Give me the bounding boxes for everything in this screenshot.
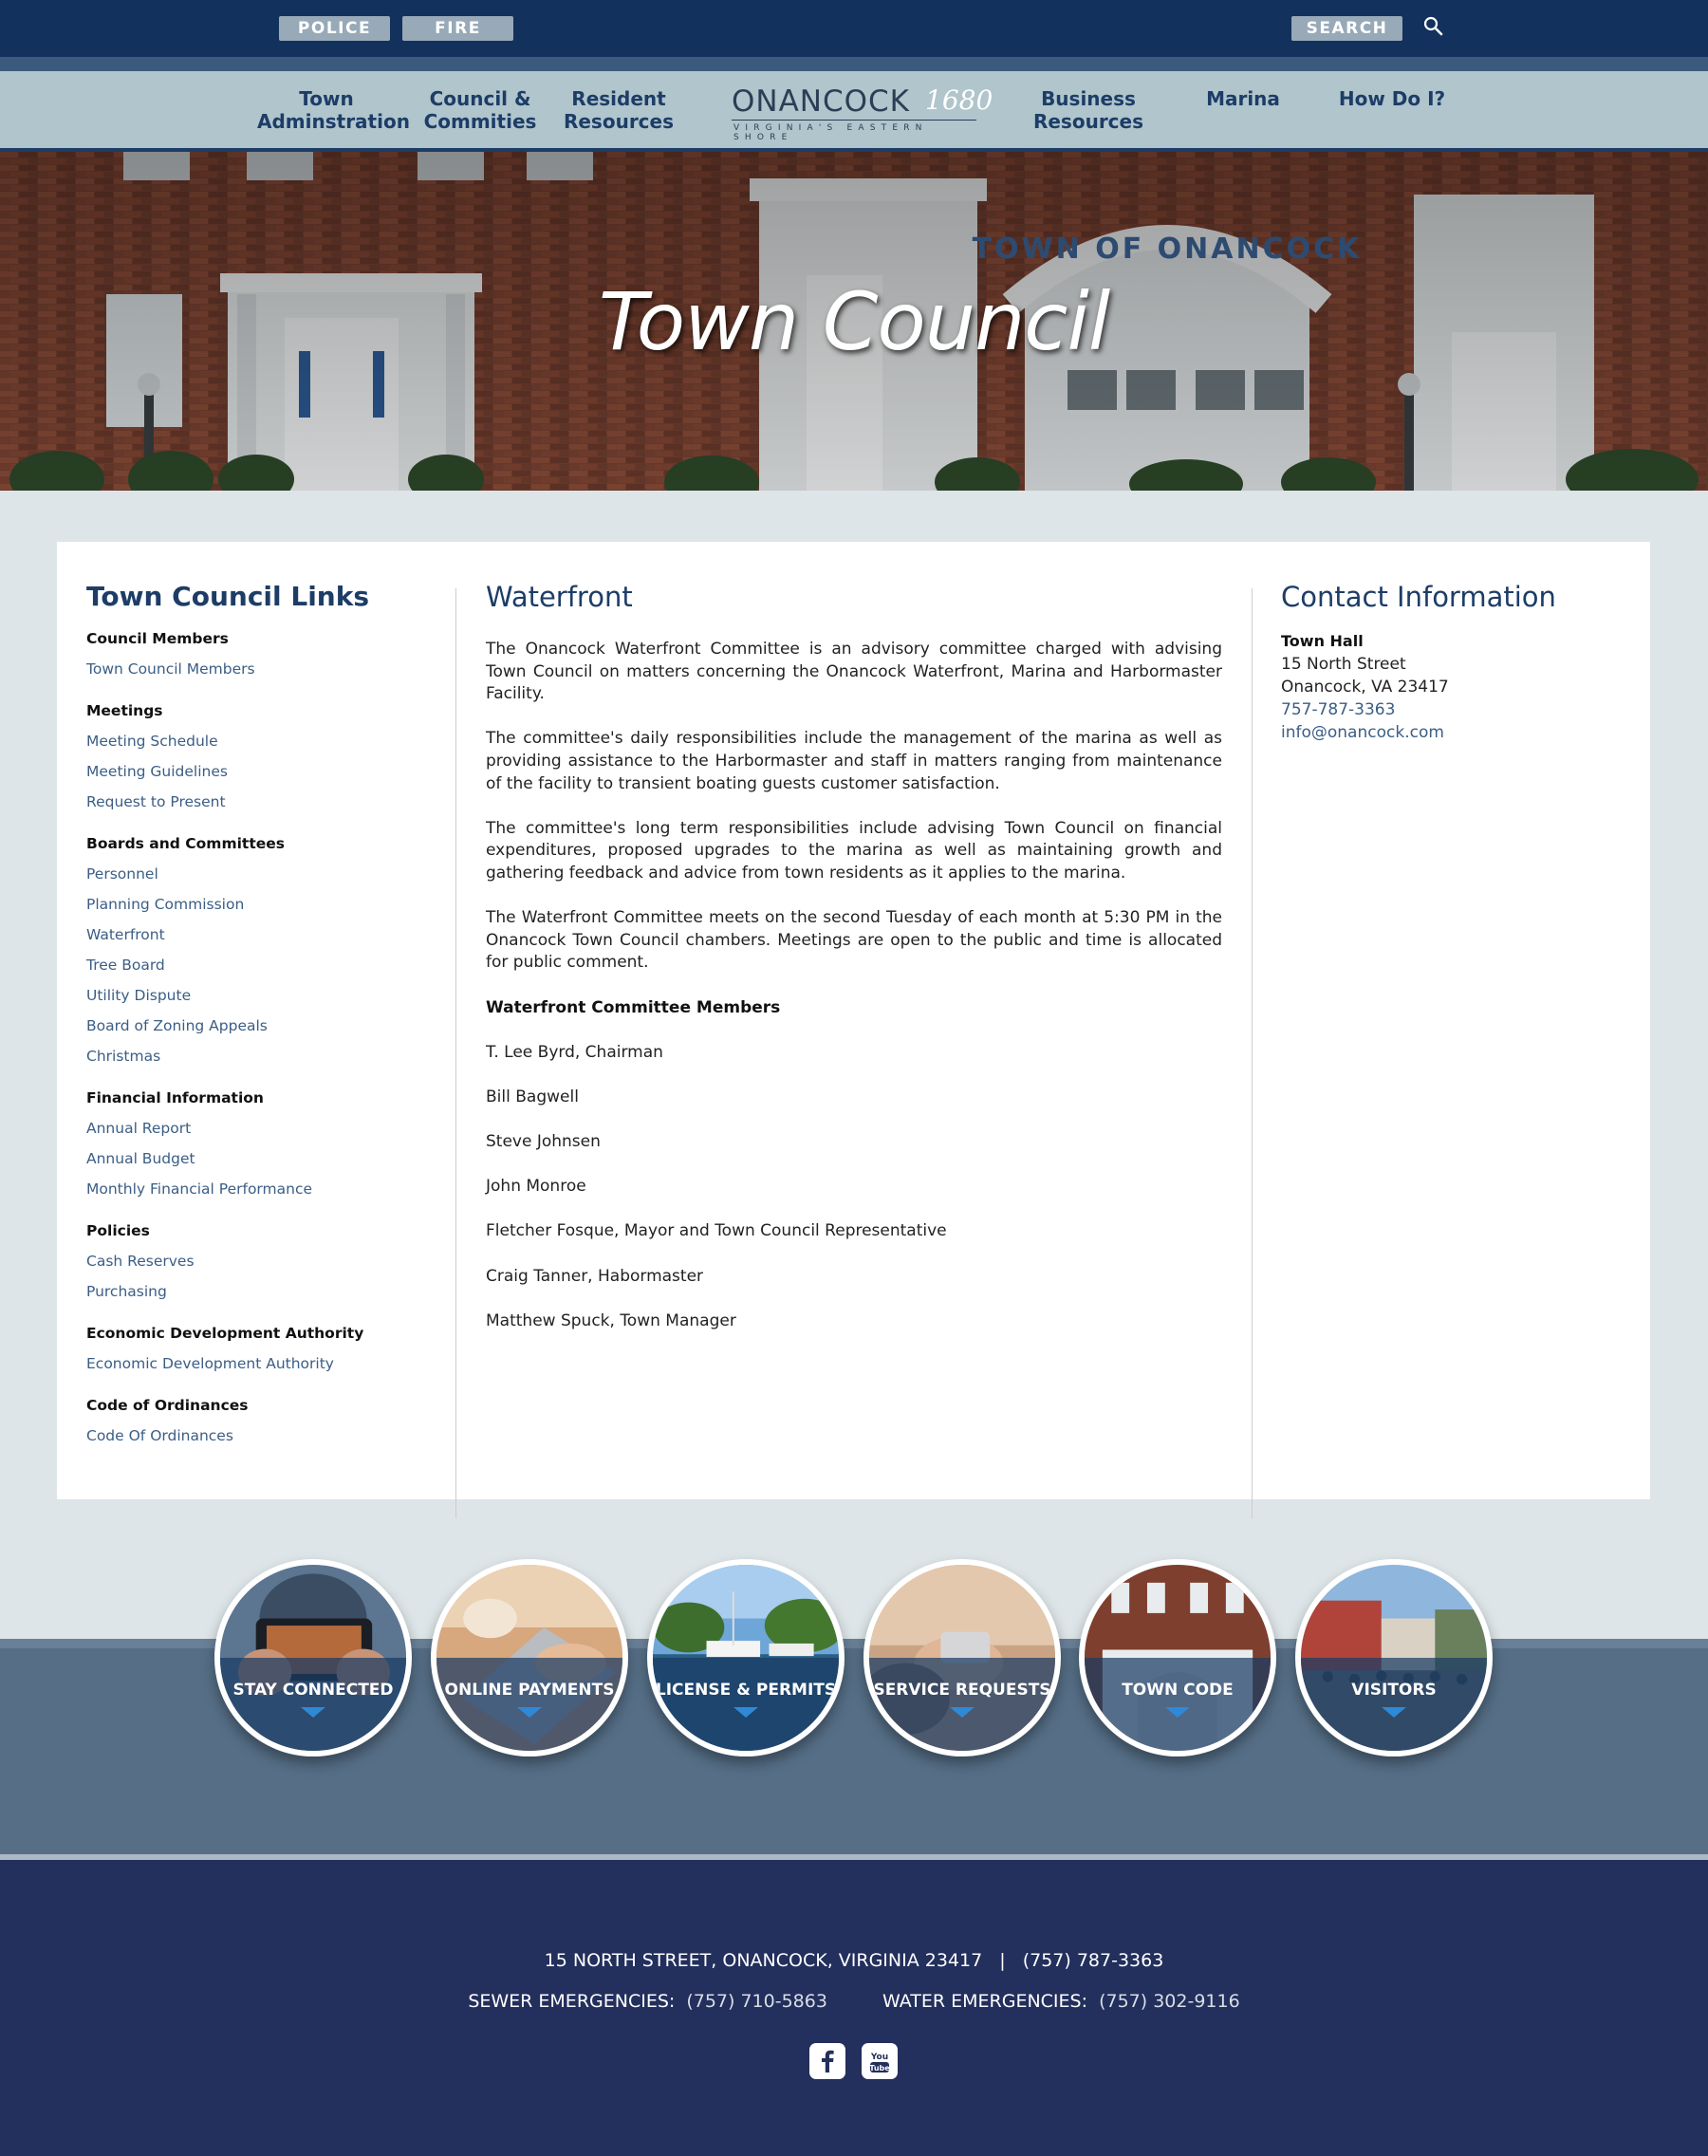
fire-button[interactable]: FIRE: [402, 16, 513, 41]
nav-council-commities[interactable]: [420, 87, 540, 133]
member-item: Craig Tanner, Habormaster: [486, 1266, 704, 1286]
contact-city: Onancock, VA 23417: [1281, 678, 1449, 697]
town-code-button[interactable]: [1079, 1559, 1276, 1756]
sidebar-section-heading: Code of Ordinances: [86, 1397, 249, 1414]
member-item: Steve Johnsen: [486, 1132, 601, 1152]
sidebar-link[interactable]: Monthly Financial Performance: [86, 1180, 313, 1198]
license-permits-button[interactable]: [647, 1559, 845, 1756]
chevron-down-icon: [1382, 1707, 1406, 1718]
sidebar: [86, 581, 447, 1451]
paragraph: The Onancock Waterfront Committee is an advisory committee charged with advising Town Council on matters concerning the Onancock Waterfront, Marina and Harbormaster Facility.: [486, 640, 1222, 704]
member-item: Fletcher Fosque, Mayor and Town Council Representative: [486, 1221, 947, 1241]
search-icon[interactable]: [1421, 15, 1444, 38]
circle-label: STAY CONNECTED: [232, 1681, 394, 1700]
svg-text:You: You: [870, 2053, 889, 2062]
nav-decoration-strip: [0, 57, 1708, 71]
sidebar-title: Town Council Links: [86, 581, 370, 612]
sidebar-link[interactable]: Board of Zoning Appeals: [86, 1017, 268, 1034]
service-requests-button[interactable]: [863, 1559, 1061, 1756]
sidebar-section-heading: Boards and Committees: [86, 835, 285, 852]
sidebar-link[interactable]: Christmas: [86, 1048, 161, 1065]
sidebar-link[interactable]: Annual Budget: [86, 1150, 195, 1167]
nav-label-line1: How Do I?: [1338, 87, 1446, 110]
members-heading: Waterfront Committee Members: [486, 997, 781, 1017]
logo-rule: [732, 120, 976, 121]
sidebar-link[interactable]: Meeting Schedule: [86, 733, 218, 750]
facebook-icon: [809, 2043, 845, 2079]
contact-email-link[interactable]: info@onancock.com: [1281, 723, 1444, 742]
circle-label: ONLINE PAYMENTS: [444, 1681, 615, 1700]
footer-separator: |: [999, 1950, 1006, 1971]
water-label: WATER EMERGENCIES:: [882, 1991, 1088, 2012]
logo-tagline: VIRGINIA'S EASTERN SHORE: [733, 123, 928, 142]
page-title: Town Council: [598, 275, 1110, 368]
sidebar-section-heading: Financial Information: [86, 1089, 264, 1106]
sidebar-link[interactable]: Request to Present: [86, 793, 226, 810]
chevron-down-icon: [517, 1707, 542, 1718]
footer-address: 15 NORTH STREET, ONANCOCK, VIRGINIA 23417: [544, 1950, 983, 1971]
chevron-down-icon: [950, 1707, 975, 1718]
sidebar-link[interactable]: Planning Commission: [86, 896, 245, 913]
sidebar-link[interactable]: Cash Reserves: [86, 1253, 195, 1270]
youtube-icon: [862, 2043, 898, 2079]
paragraph: The committee's daily responsibilities include the management of the marina as well as providing assistance to the Harbormaster and staff in matters ranging from maintenance of the facility to transient boating guests customer satisfaction.: [486, 729, 1222, 793]
nav-label-line2: Commities: [423, 110, 537, 133]
footer-emergency-line: [0, 1991, 1708, 2012]
nav-marina[interactable]: [1196, 87, 1290, 110]
hero-banner: [0, 152, 1708, 491]
sidebar-link[interactable]: Tree Board: [86, 957, 165, 974]
sidebar-link[interactable]: Code Of Ordinances: [86, 1427, 233, 1444]
circle-label: TOWN CODE: [1122, 1681, 1234, 1700]
top-bar: [0, 0, 1708, 57]
sidebar-link[interactable]: Personnel: [86, 865, 158, 883]
member-item: Bill Bagwell: [486, 1087, 579, 1106]
water-phone: (757) 302-9116: [1099, 1991, 1240, 2012]
main-nav: [0, 71, 1708, 151]
sidebar-link[interactable]: Utility Dispute: [86, 987, 192, 1004]
sewer-label: SEWER EMERGENCIES:: [468, 1991, 676, 2012]
sidebar-section-heading: Council Members: [86, 630, 229, 647]
sidebar-link[interactable]: Meeting Guidelines: [86, 763, 228, 780]
nav-label-line2: Resources: [1032, 110, 1144, 133]
nav-label-line2: Adminstration: [257, 110, 410, 133]
stay-connected-button[interactable]: [214, 1559, 412, 1756]
nav-label-line1: Resident: [571, 87, 666, 110]
visitors-button[interactable]: [1295, 1559, 1493, 1756]
member-item: John Monroe: [486, 1177, 586, 1197]
sidebar-list: [86, 623, 447, 1451]
contact-title: Contact Information: [1281, 581, 1556, 613]
column-divider: [455, 588, 456, 1518]
logo-year: 1680: [925, 84, 993, 116]
sidebar-link[interactable]: Town Council Members: [86, 660, 255, 678]
footer-phone: (757) 787-3363: [1022, 1950, 1164, 1971]
column-divider: [1252, 588, 1253, 1518]
contact-name: Town Hall: [1281, 632, 1364, 650]
sidebar-link[interactable]: Economic Development Authority: [86, 1355, 334, 1372]
footer-address-line: [0, 1950, 1708, 1971]
chevron-down-icon: [1165, 1707, 1190, 1718]
paragraph: The committee's long term responsibilities include advising Town Council on financial expenditures, proposed upgrades to the marina as well as maintaining growth and gathering feedback and advice from town residents as it applies to the marina.: [486, 818, 1222, 883]
nav-business-resources[interactable]: [1031, 87, 1145, 133]
circle-label: VISITORS: [1351, 1681, 1437, 1700]
onancock-logo[interactable]: [732, 84, 993, 142]
circle-label: LICENSE & PERMITS: [655, 1681, 837, 1700]
facebook-link[interactable]: [809, 2043, 845, 2079]
member-item: Matthew Spuck, Town Manager: [486, 1310, 736, 1330]
nav-label-line1: Council &: [429, 87, 531, 110]
nav-label-line1: Marina: [1206, 87, 1280, 110]
nav-how-do-i[interactable]: [1332, 87, 1452, 110]
chevron-down-icon: [301, 1707, 325, 1718]
sidebar-link[interactable]: Waterfront: [86, 926, 165, 943]
online-payments-button[interactable]: [431, 1559, 628, 1756]
police-button[interactable]: POLICE: [279, 16, 390, 41]
chevron-down-icon: [733, 1707, 758, 1718]
svg-text:Tube: Tube: [869, 2064, 890, 2072]
member-item: T. Lee Byrd, Chairman: [486, 1042, 663, 1062]
logo-name: ONANCOCK: [732, 84, 911, 119]
nav-town-administration[interactable]: [257, 87, 410, 133]
contact-panel: [1281, 581, 1594, 744]
sewer-phone: (757) 710-5863: [686, 1991, 827, 2012]
contact-street: 15 North Street: [1281, 655, 1406, 674]
circle-label: SERVICE REQUESTS: [873, 1681, 1051, 1700]
contact-phone-link[interactable]: 757-787-3363: [1281, 700, 1396, 719]
sidebar-section-heading: Economic Development Authority: [86, 1325, 364, 1342]
sidebar-section-heading: Meetings: [86, 702, 163, 719]
nav-label-line1: Town: [299, 87, 354, 110]
sidebar-section-heading: Policies: [86, 1222, 150, 1239]
search-button[interactable]: SEARCH: [1291, 16, 1402, 41]
nav-resident-resources[interactable]: [562, 87, 676, 133]
sidebar-link[interactable]: Annual Report: [86, 1120, 192, 1137]
main-content: [486, 581, 1222, 1355]
youtube-link[interactable]: [862, 2043, 898, 2079]
nav-label-line1: Business: [1041, 87, 1136, 110]
paragraph: The Waterfront Committee meets on the second Tuesday of each month at 5:30 PM in the Onancock Town Council chambers. Meetings are open to the public and time is allocated for public comment.: [486, 908, 1222, 973]
nav-label-line2: Resources: [563, 110, 675, 133]
section-title: Waterfront: [486, 581, 633, 613]
sidebar-link[interactable]: Purchasing: [86, 1283, 167, 1300]
